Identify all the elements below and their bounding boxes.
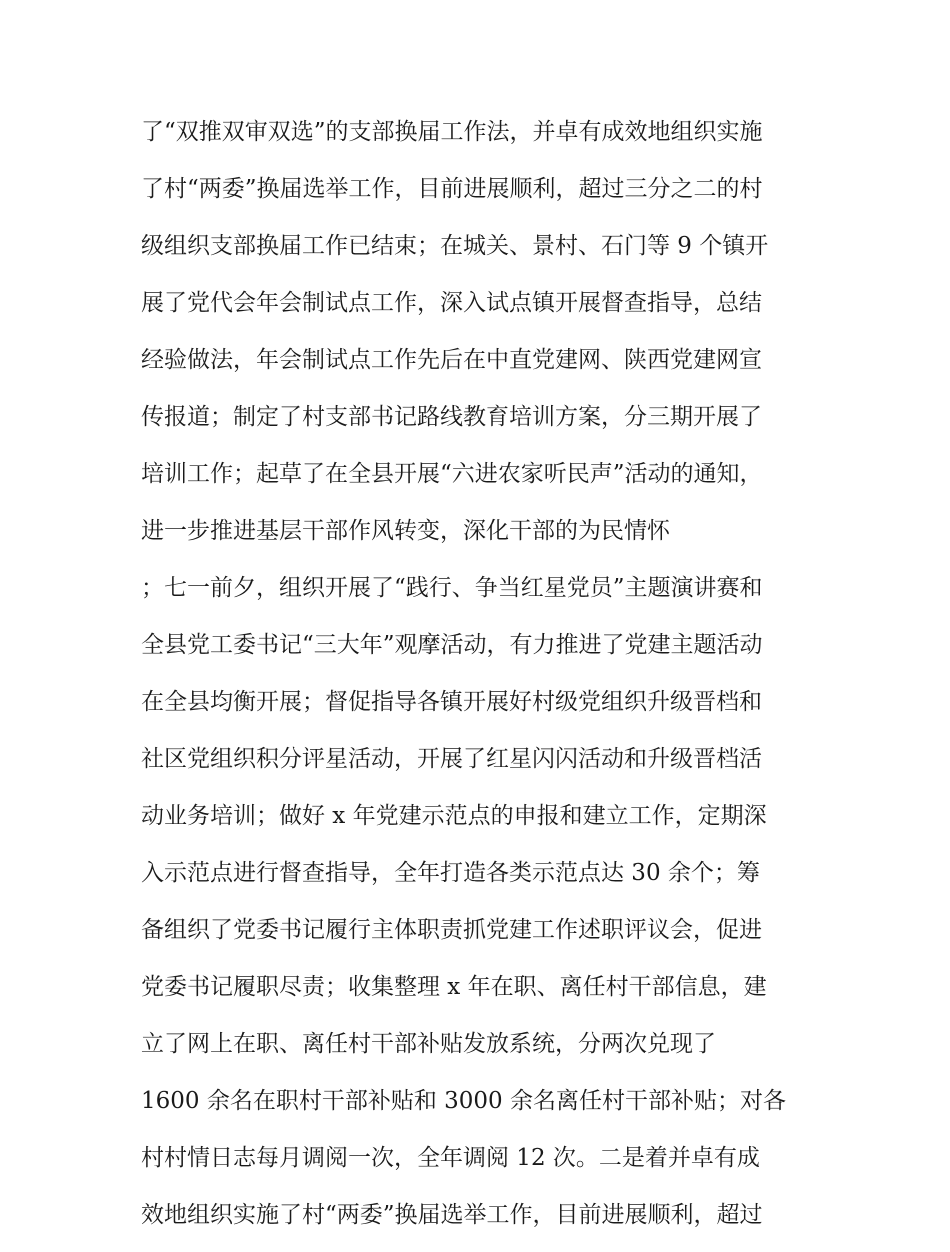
- text-line: 培训工作；起草了在全县开展“六进农家听民声”活动的通知，: [141, 461, 763, 487]
- text-line: 入示范点进行督查指导，全年打造各类示范点达 30 余个；筹: [141, 860, 760, 886]
- text-line: 在全县均衡开展；督促指导各镇开展好村级党组织升级晋档和: [141, 689, 762, 715]
- text-line: 效地组织实施了村“两委”换届选举工作，目前进展顺利，超过: [141, 1202, 763, 1228]
- text-line: 社区党组织积分评星活动，开展了红星闪闪活动和升级晋档活: [141, 746, 762, 772]
- text-line: 了村“两委”换届选举工作，目前进展顺利，超过三分之二的村: [141, 176, 763, 202]
- text-line: 全县党工委书记“三大年”观摩活动，有力推进了党建主题活动: [141, 632, 763, 658]
- text-line: ；七一前夕，组织开展了“践行、争当红星党员”主题演讲赛和: [141, 575, 763, 601]
- text-line: 党委书记履职尽责；收集整理 x 年在职、离任村干部信息，建: [141, 974, 767, 1000]
- text-line: 立了网上在职、离任村干部补贴发放系统，分两次兑现了: [141, 1031, 716, 1057]
- text-line: 动业务培训；做好 x 年党建示范点的申报和建立工作，定期深: [141, 803, 767, 829]
- text-line: 进一步推进基层干部作风转变，深化干部的为民情怀: [141, 518, 670, 544]
- text-line: 展了党代会年会制试点工作，深入试点镇开展督查指导，总结: [141, 290, 762, 316]
- text-line: 1600 余名在职村干部补贴和 3000 余名离任村干部补贴；对各: [141, 1088, 786, 1114]
- text-line: 传报道；制定了村支部书记路线教育培训方案，分三期开展了: [141, 404, 762, 430]
- text-line: 了“双推双审双选”的支部换届工作法，并卓有成效地组织实施: [141, 119, 763, 145]
- text-line: 经验做法，年会制试点工作先后在中直党建网、陕西党建网宣: [141, 347, 762, 373]
- text-line: 级组织支部换届工作已结束；在城关、景村、石门等 9 个镇开: [141, 233, 769, 259]
- text-line: 备组织了党委书记履行主体职责抓党建工作述职评议会，促进: [141, 917, 762, 943]
- body-text: [141, 112, 821, 1252]
- text-line: 村村情日志每月调阅一次，全年调阅 12 次。二是着并卓有成: [141, 1145, 760, 1171]
